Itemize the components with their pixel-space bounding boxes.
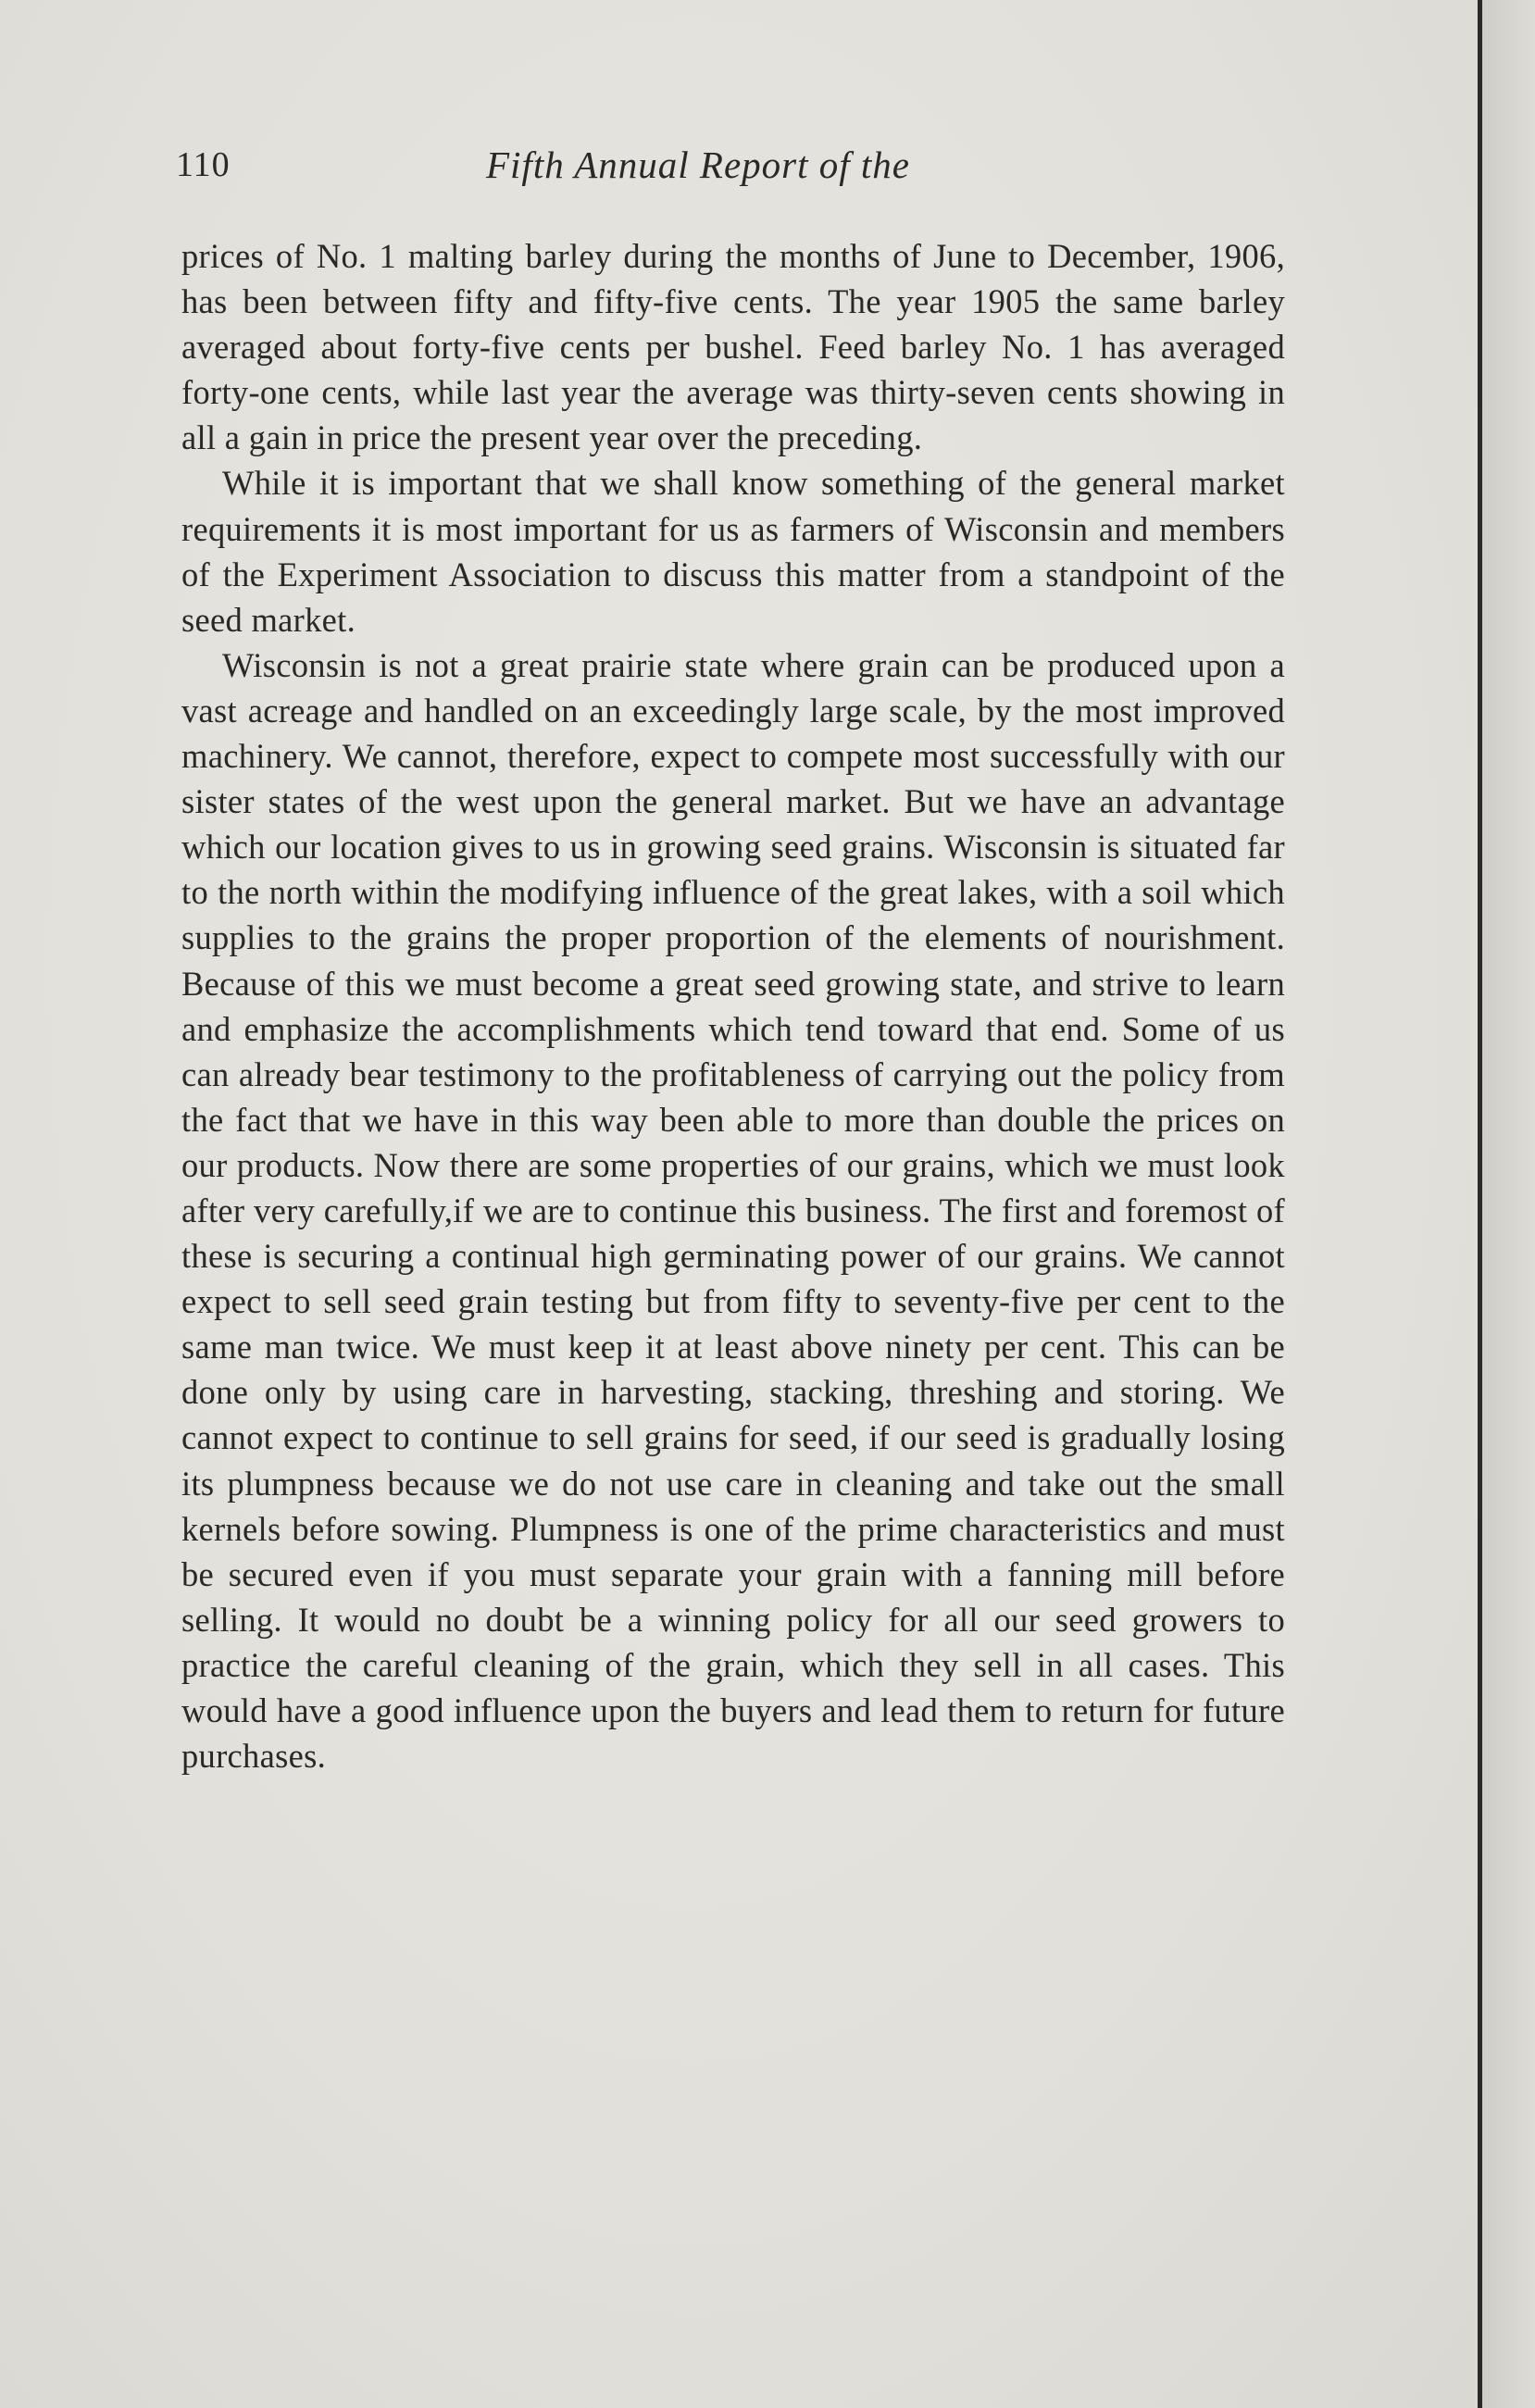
page-gutter-shadow	[1482, 0, 1535, 2408]
paragraph-2: While it is important that we shall know something of the general market requirements it is most important for us as farmers of Wisconsin and members of the Experiment Association to discuss this matter from a standpoint of the seed market.	[181, 464, 1285, 639]
body-text	[181, 233, 1285, 1778]
page-header	[176, 139, 1287, 194]
page-number: 110	[176, 145, 231, 184]
paragraph-1: prices of No. 1 malting barley during the months of June to December, 1906, has been between fifty and fifty-five cents. The year 1905 the same barley averaged about forty-five cents per bushel. Feed barley No. 1 has averaged forty-one cents, while last year the average was thirty-seven cents showing in all a gain in price the present year over the preceding.	[181, 237, 1285, 457]
running-title: Fifth Annual Report of the	[486, 143, 910, 186]
paragraph-3: Wisconsin is not a great prairie state where grain can be produced upon a vast acreage and handled on an exceedingly large scale, by the most improved machinery. We cannot, therefore, expect to compete most successfully with our sister states of the west upon the general market. But we have an advantage which our location gives to us in growing seed grains. Wisconsin is situated far to the north within the modifying influence of the great lakes, with a soil which supplies to the grains the proper proportion of the elements of nourishment. Because of this we must become a great seed growing state, and strive to learn and emphasize the accomplishments which tend toward that end. Some of us can already bear testimony to the profitableness of carrying out the policy from the fact that we have in this way been able to more than double the prices on our products. Now there are some properties of our grains, which we must look after very carefully,if we are to continue this business. The first and foremost of these is securing a continual high germinating power of our grains. We cannot expect to sell seed grain testing but from fifty to seventy-five per cent to the same man twice. We must keep it at least above ninety per cent. This can be done only by using care in harvesting, stacking, threshing and storing. We cannot expect to continue to sell grains for seed, if our seed is gradually losing its plumpness because we do not use care in cleaning and take out the small kernels before sowing. Plumpness is one of the prime characteristics and must be secured even if you must separate your grain with a fanning mill before selling. It would no doubt be a winning policy for all our seed growers to practice the careful cleaning of the grain, which they sell in all cases. This would have a good influence upon the buyers and lead them to return for future purchases.	[181, 645, 1285, 1776]
